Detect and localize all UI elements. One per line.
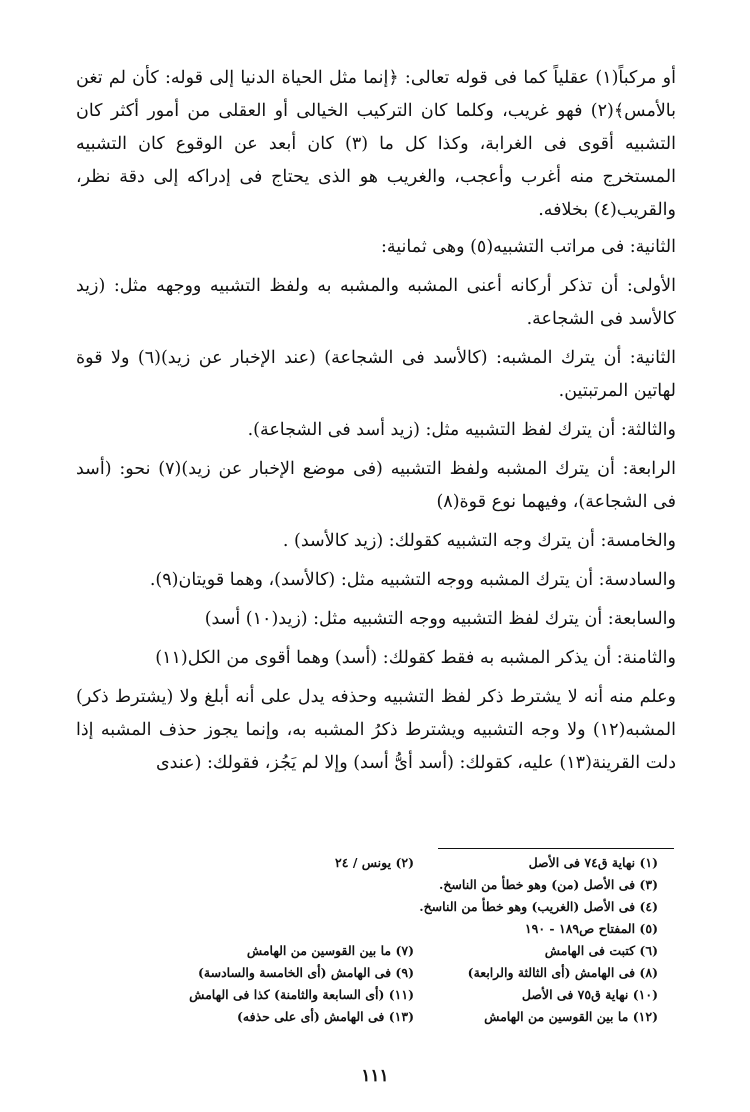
footnote-row (170, 1006, 658, 1028)
paragraph-10: والثامنة: أن يذكر المشبه به فقط كقولك: (أسد) وهما أقوى من الكل(١١) (155, 648, 676, 668)
footnote-row (170, 852, 658, 874)
footnote-1: (١) نهاية ق٧٤ فى الأصل (528, 855, 658, 870)
footnote-separator (438, 848, 674, 849)
footnote-12: (١٢) ما بين القوسين من الهامش (484, 1009, 658, 1024)
paragraph-8: والسادسة: أن يترك المشبه ووجه التشبيه مثل: (كالأسد)، وهما قويتان(٩). (149, 570, 676, 590)
footnote-4: (٤) فى الأصل (الغريب) وهو خطأ من الناسخ. (419, 899, 658, 914)
footnote-row (170, 896, 658, 918)
paragraph-2: الثانية: فى مراتب التشبيه(٥) وهى ثمانية: (380, 237, 676, 257)
footnote-row (170, 984, 658, 1006)
paragraph-9: والسابعة: أن يترك لفظ التشبيه ووجه التشبيه مثل: (زيد(١٠) أسد) (204, 609, 676, 629)
footnote-row (170, 962, 658, 984)
paragraph-3: الأولى: أن تذكر أركانه أعنى المشبه والمشبه به ولفظ التشبيه ووجهه مثل: (زيد كالأسد فى الشجاعة. (76, 276, 676, 329)
footnote-5: (٥) المفتاح ص١٨٩ - ١٩٠ (524, 921, 658, 936)
footnote-row (170, 918, 658, 940)
footnote-10: (١٠) نهاية ق٧٥ فى الأصل (521, 987, 658, 1002)
footnote-7: (٧) ما بين القوسين من الهامش (246, 943, 414, 958)
paragraph-7: والخامسة: أن يترك وجه التشبيه كقولك: (زيد كالأسد) . (282, 531, 676, 551)
footnote-row (170, 940, 658, 962)
paragraph-4: الثانية: أن يترك المشبه: (كالأسد فى الشجاعة) (عند الإخبار عن زيد)(٦) ولا قوة لهاتين المرتبتين. (76, 348, 676, 401)
footnote-6: (٦) كتبت فى الهامش (544, 943, 658, 958)
paragraph-6: الرابعة: أن يترك المشبه ولفظ التشبيه (فى موضع الإخبار عن زيد)(٧) نحو: (أسد فى الشجاعة)، وفيهما نوع قوة(٨) (76, 459, 676, 512)
paragraph-11: وعلم منه أنه لا يشترط ذكر لفظ التشبيه وحذفه يدل على أنه أبلغ ولا (يشترط ذكر) المشبه(١٢) ولا وجه التشبيه ويشترط ذكرُ المشبه به، وإنما يجوز حذف المشبه إذا دلت القرينة(١٣) عليه، كقولك: (أسد أىُّ أسد) وإلا لم يَجُز، فقولك: (عندى (76, 687, 676, 773)
footnote-8: (٨) فى الهامش (أى الثالثة والرابعة) (467, 965, 658, 980)
paragraph-5: والثالثة: أن يترك لفظ التشبيه مثل: (زيد أسد فى الشجاعة). (247, 420, 676, 440)
footnote-13: (١٣) فى الهامش (أى على حذفه) (237, 1009, 414, 1024)
footnote-11: (١١) (أى السابعة والثامنة) كذا فى الهامش (189, 987, 414, 1002)
footnote-row (170, 874, 658, 896)
footnote-2: (٢) يونس / ٢٤ (335, 855, 414, 870)
footnote-3: (٣) فى الأصل (من) وهو خطأ من الناسخ. (439, 877, 658, 892)
page-number: ١١١ (361, 1066, 389, 1086)
footnote-9: (٩) فى الهامش (أى الخامسة والسادسة) (197, 965, 414, 980)
footnotes (170, 852, 658, 1028)
paragraph-1: أو مركباً(١) عقلياً كما فى قوله تعالى: ﴿إنما مثل الحياة الدنيا إلى قوله: كأن لم تغن بالأمس﴾(٢) فهو غريب، وكلما كان التركيب الخيالى أو العقلى من أمور أكثر كان التشبيه أقوى فى الغرابة، وكذا كل ما (٣) كان أبعد عن الوقوع كان التشبيه المستخرج منه أغرب وأعجب، والغريب هو الذى يحتاج فى إدراكه إلى دقة نظر، والقريب(٤) بخلافه. (76, 68, 676, 220)
main-text (76, 62, 676, 786)
